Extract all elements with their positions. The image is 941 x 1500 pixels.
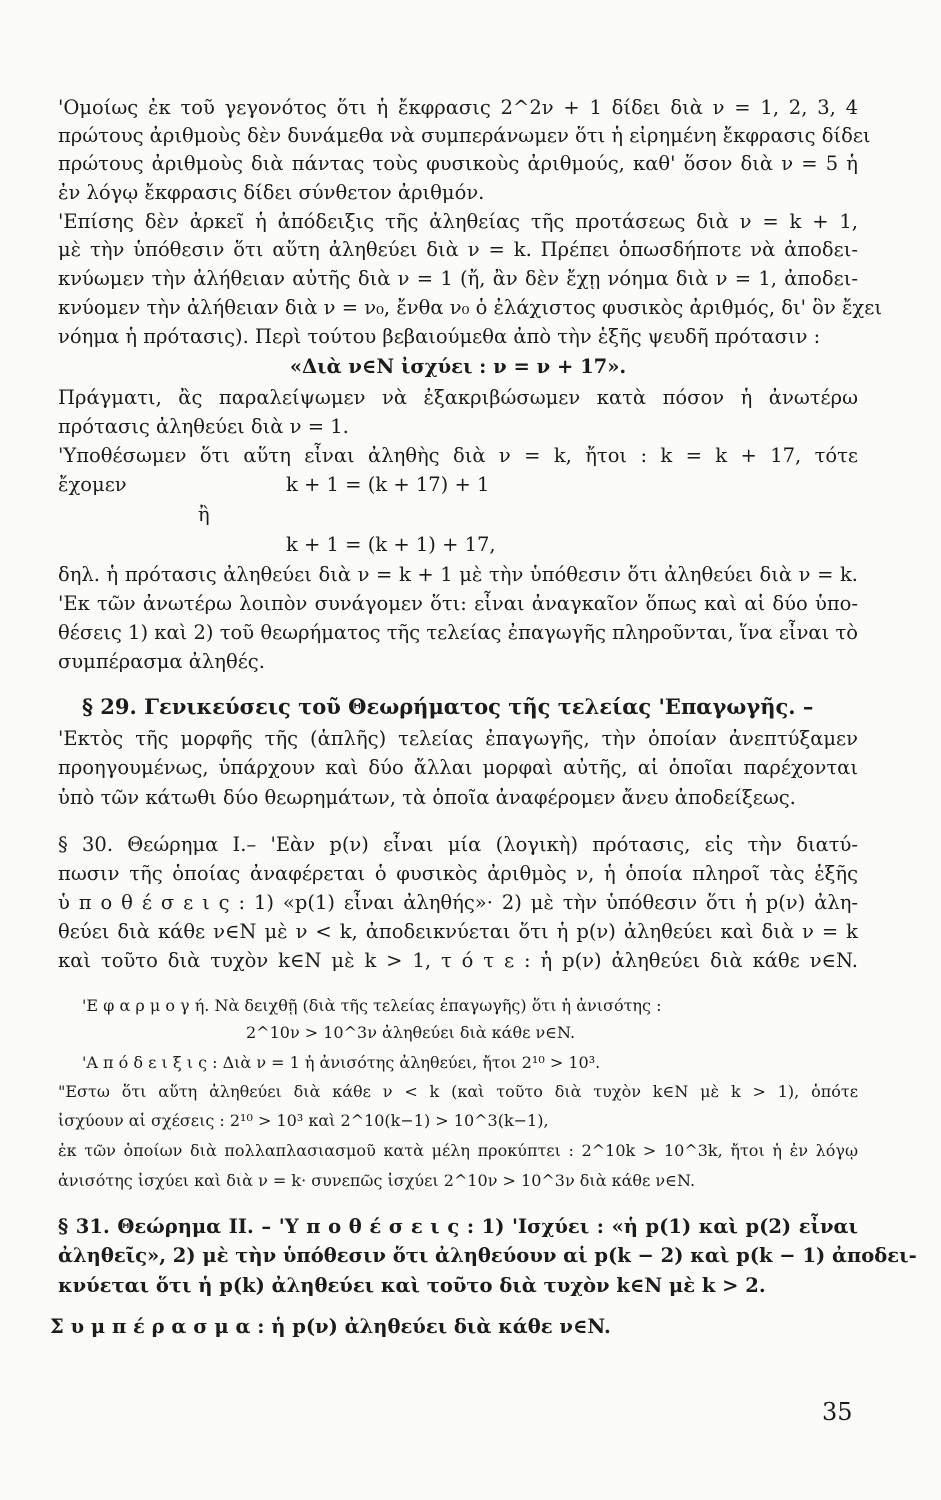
section-heading-31: § 31. Θεώρημα II. – 'Υ π ο θ έ σ ε ι ς : 1) 'Ισχύει : «ἡ p(1) καὶ p(2) εἶναι bbox=[58, 1215, 858, 1238]
theorem-line: ἀληθεῖς», 2) μὲ τὴν ὑπόθεσιν ὅτι ἀληθεύουν αἱ p(k − 2) καὶ p(k − 1) ἀποδει- bbox=[58, 1244, 917, 1267]
text-line: 'Υποθέσωμεν ὅτι αὕτη εἶναι ἀληθὴς διὰ ν = k, ἤτοι : k = k + 17, τότε bbox=[58, 444, 858, 467]
section-heading-29: § 29. Γενικεύσεις τοῦ Θεωρήματος τῆς τελείας 'Επαγωγῆς. – bbox=[82, 694, 814, 719]
proof-line: ἐκ τῶν ὁποίων διὰ πολλαπλασιασμοῦ κατὰ μέλη προκύπτει : 2^10k > 10^3k, ἤτοι ἡ ἐν λόγῳ bbox=[58, 1141, 858, 1160]
theorem-line: θεύει διὰ κάθε ν∈N μὲ ν < k, ἀποδεικνύεται ὅτι ἡ p(ν) ἀληθεύει καὶ διὰ ν = k bbox=[58, 920, 858, 943]
text-line: μὲ τὴν ὑπόθεσιν ὅτι αὕτη ἀληθεύει διὰ ν = k. Πρέπει ὁπωσδήποτε νὰ ἀποδει- bbox=[58, 238, 858, 261]
theorem-line: πωσιν τῆς ὁποίας ἀναφέρεται ὁ φυσικὸς ἀριθμὸς ν, ἡ ὁποία πληροῖ τὰς ἑξῆς bbox=[58, 862, 858, 885]
text-line: 'Εκτὸς τῆς μορφῆς τῆς (ἁπλῆς) τελείας ἐπαγωγῆς, τὴν ὁποίαν ἀνεπτύξαμεν bbox=[58, 727, 858, 750]
text-line: κνύωμεν τὴν ἀλήθειαν αὐτῆς διὰ ν = 1 (ἤ, ἂν δὲν ἔχῃ νόημα διὰ ν = 1, ἀποδει- bbox=[58, 267, 858, 290]
equation-line: k + 1 = (k + 1) + 17, bbox=[286, 533, 496, 556]
application-line: 'Ε φ α ρ μ ο γ ή. Νὰ δειχθῇ (διὰ τῆς τελείας ἐπαγωγῆς) ὅτι ἡ ἀνισότης : bbox=[82, 996, 662, 1015]
text-line: πρώτους ἀριθμοὺς δὲν δυνάμεθα νὰ συμπεράνωμεν ὅτι ἡ εἰρημένη ἔκφρασις δίδει bbox=[58, 124, 871, 147]
text-line: 'Ομοίως ἐκ τοῦ γεγονότος ὅτι ἡ ἔκφρασις 2^2ν + 1 δίδει διὰ ν = 1, 2, 3, 4 bbox=[58, 96, 858, 119]
text-line: προηγουμένως, ὑπάρχουν καὶ δύο ἄλλαι μορφαὶ αὐτῆς, αἱ ὁποῖαι παρέχονται bbox=[58, 756, 858, 779]
text-line: πρώτους ἀριθμοὺς διὰ πάντας τοὺς φυσικοὺς ἀριθμούς, καθ' ὅσον διὰ ν = 5 ἡ bbox=[58, 152, 858, 175]
text-line: ἔχομεν bbox=[58, 473, 127, 496]
inequality-line: 2^10ν > 10^3ν ἀληθεύει διὰ κάθε ν∈N. bbox=[246, 1023, 576, 1042]
text-line: Πράγματι, ἂς παραλείψωμεν νὰ ἐξακριβώσωμεν κατὰ πόσον ἡ ἀνωτέρω bbox=[58, 386, 858, 409]
text-line: νόημα ἡ πρότασις). Περὶ τούτου βεβαιούμεθα ἀπὸ τὴν ἑξῆς ψευδῆ πρότασιν : bbox=[58, 325, 821, 348]
proof-line: 'Α π ό δ ε ι ξ ι ς : Διὰ ν = 1 ἡ ἀνισότης ἀληθεύει, ἤτοι 2¹⁰ > 10³. bbox=[82, 1053, 601, 1072]
text-line: δηλ. ἡ πρότασις ἀληθεύει διὰ ν = k + 1 μὲ τὴν ὑπόθεσιν ὅτι ἀληθεύει διὰ ν = k. bbox=[58, 563, 858, 586]
theorem-line: καὶ τοῦτο διὰ τυχὸν k∈N μὲ k > 1, τ ό τ ε : ἡ p(ν) ἀληθεύει διὰ κάθε ν∈N. bbox=[58, 949, 858, 972]
text-line: 'Εκ τῶν ἀνωτέρω λοιπὸν συνάγομεν ὅτι: εἶναι ἀναγκαῖον ὅπως καὶ αἱ δύο ὑπο- bbox=[58, 592, 858, 615]
proof-line: ἰσχύουν αἱ σχέσεις : 2¹⁰ > 10³ καὶ 2^10(k−1) > 10^3(k−1), bbox=[58, 1111, 549, 1130]
theorem-line: ὑ π ο θ έ σ ε ι ς : 1) «p(1) εἶναι ἀληθής»· 2) μὲ τὴν ὑπόθεσιν ὅτι ἡ p(ν) ἀλη- bbox=[58, 891, 858, 914]
text-line: συμπέρασμα ἀληθές. bbox=[58, 650, 265, 673]
equation-connector: ἢ bbox=[198, 503, 210, 526]
equation-line: k + 1 = (k + 17) + 1 bbox=[286, 473, 490, 496]
text-line: κνύομεν τὴν ἀλήθειαν διὰ ν = ν₀, ἔνθα ν₀ ὁ ἐλάχιστος φυσικὸς ἀριθμός, δι' ὃν ἔχει bbox=[58, 296, 882, 319]
text-line: ἐν λόγῳ ἔκφρασις δίδει σύνθετον ἀριθμόν. bbox=[58, 181, 485, 204]
text-line: ὑπὸ τῶν κάτωθι δύο θεωρημάτων, τὰ ὁποῖα ἀναφέρομεν ἄνευ ἀποδείξεως. bbox=[58, 786, 796, 809]
text-line: θέσεις 1) καὶ 2) τοῦ θεωρήματος τῆς τελείας ἐπαγωγῆς πληροῦνται, ἵνα εἶναι τὸ bbox=[58, 621, 858, 644]
theorem-line: κνύεται ὅτι ἡ p(k) ἀληθεύει καὶ τοῦτο διὰ τυχὸν k∈N μὲ k > 2. bbox=[58, 1274, 766, 1297]
conclusion-line: Σ υ μ π έ ρ α σ μ α : ἡ p(ν) ἀληθεύει διὰ κάθε ν∈N. bbox=[50, 1315, 611, 1338]
text-line: 'Επίσης δὲν ἀρκεῖ ἡ ἀπόδειξις τῆς ἀληθείας τῆς προτάσεως διὰ ν = k + 1, bbox=[58, 210, 858, 233]
false-proposition: «Διὰ ν∈N ἰσχύει : ν = ν + 17». bbox=[289, 355, 627, 378]
proof-line: "Εστω ὅτι αὕτη ἀληθεύει διὰ κάθε ν < k (καὶ τοῦτο διὰ τυχὸν k∈N μὲ k > 1), ὁπότε bbox=[58, 1082, 858, 1101]
theorem-line: § 30. Θεώρημα I.– 'Εὰν p(ν) εἶναι μία (λογικὴ) πρότασις, εἰς τὴν διατύ- bbox=[58, 833, 858, 856]
text-line: πρότασις ἀληθεύει διὰ ν = 1. bbox=[58, 415, 349, 438]
page-number: 35 bbox=[822, 1398, 853, 1426]
proof-line: ἀνισότης ἰσχύει καὶ διὰ ν = k· συνεπῶς ἰσχύει 2^10ν > 10^3ν διὰ κάθε ν∈N. bbox=[58, 1171, 696, 1190]
